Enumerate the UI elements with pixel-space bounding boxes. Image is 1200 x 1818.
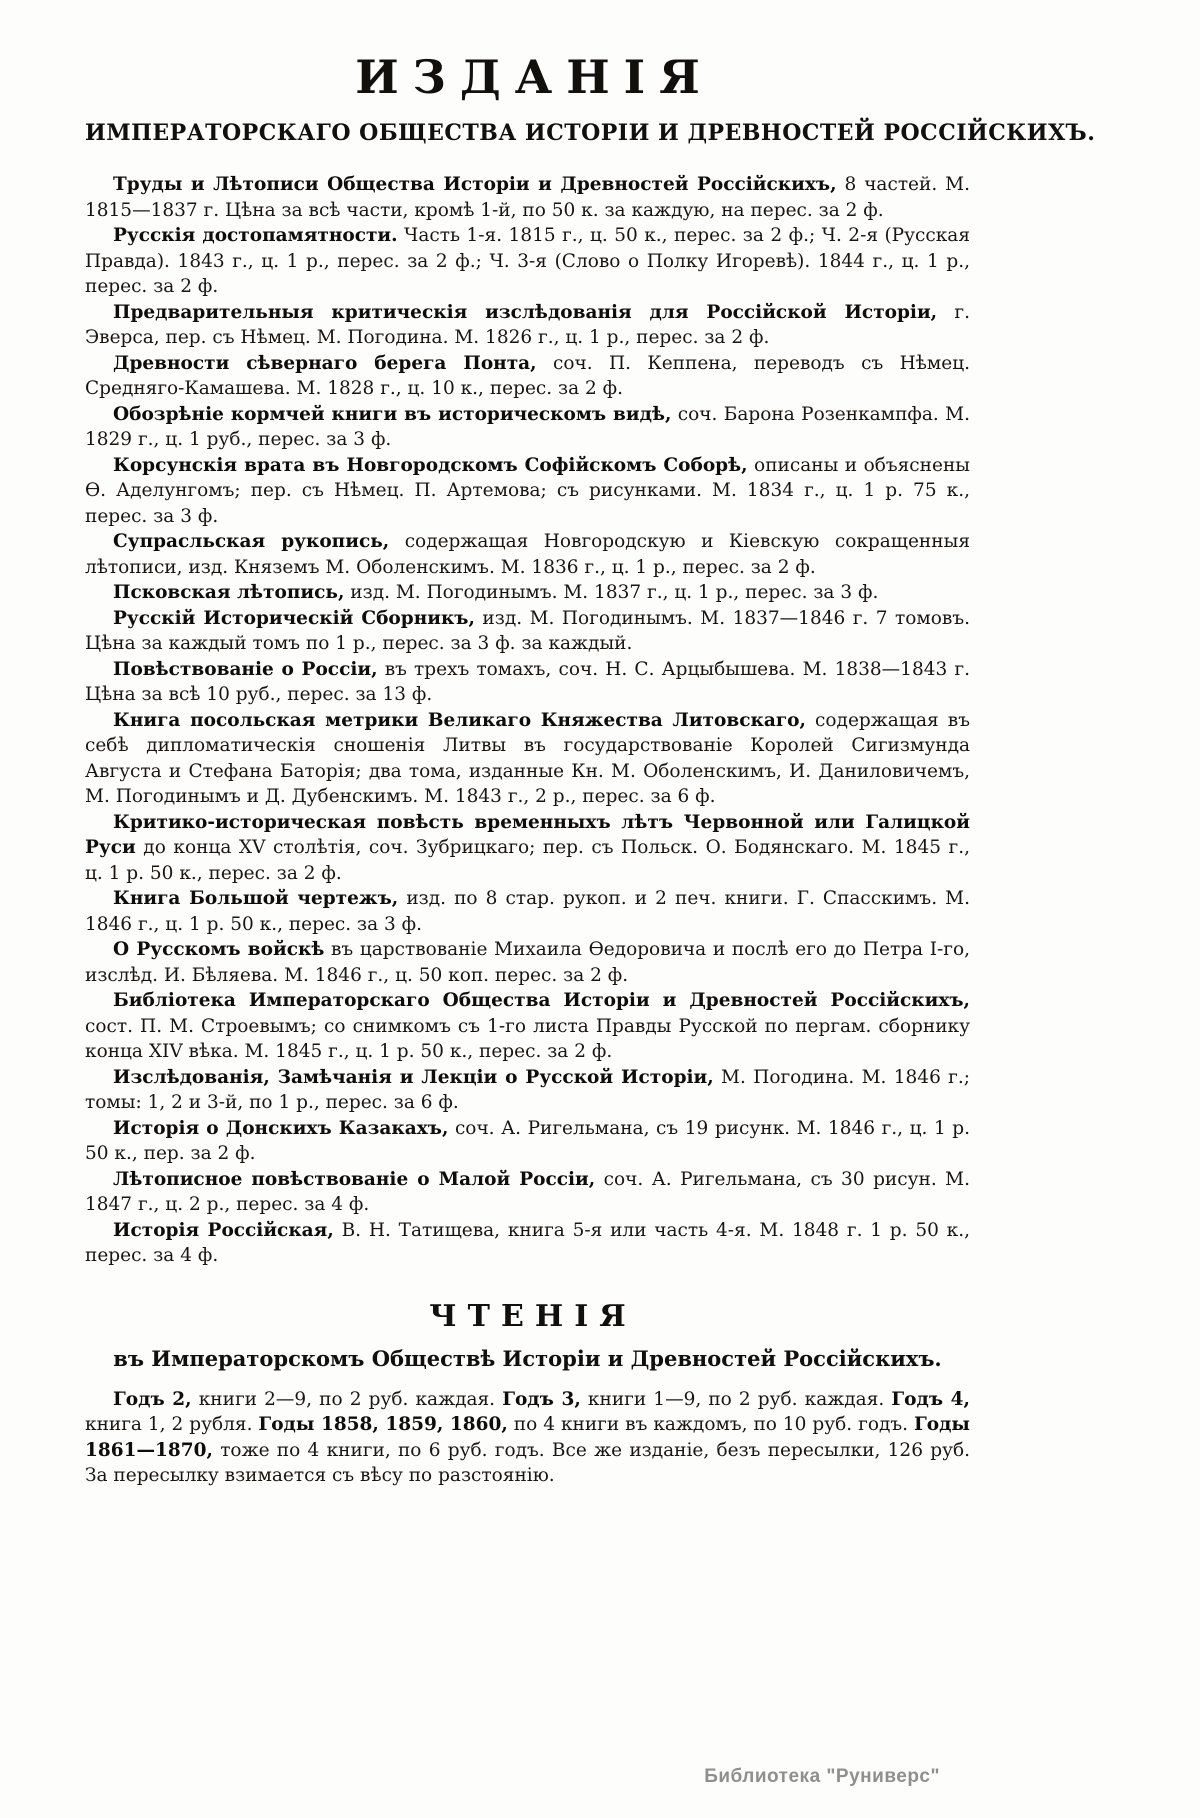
entry-details: описаны и объяснены Ѳ. Аделунгомъ; пер. съ Нѣмец. П. Артемова; съ рисунками. М. 1834 г., ц. 1 р. 75 к., перес. за 3 ф. — [85, 454, 970, 527]
catalog-entry — [85, 1065, 970, 1116]
catalog-entry — [85, 172, 970, 223]
entry-details: содержащая Новгородскую и Кіевскую сокращенныя лѣтописи, изд. Княземъ М. Оболенскимъ. М. 1836 г., ц. 1 р., перес. за 2 ф. — [85, 531, 970, 578]
entry-details: В. Н. Татищева, книга 5-я или часть 4-я. М. 1848 г. 1 р. 50 к., перес. за 4 ф. — [85, 1219, 970, 1266]
entry-details: до конца XV столѣтія, соч. Зубрицкаго; пер. съ Польск. О. Бодянскаго. М. 1845 г., ц. 1 р. 50 к., перес. за 2 ф. — [85, 837, 970, 884]
readings-text-run: тоже по 4 книги, по 6 руб. годъ. — [212, 1439, 552, 1461]
entry-title: Русскій Историческій Сборникъ, — [113, 607, 475, 629]
readings-bold-run: Годъ 2, — [113, 1388, 192, 1410]
readings-text-run: по 4 книги въ каждомъ, по 10 руб. годъ. — [507, 1414, 914, 1435]
entry-details: въ царствованіе Михаила Ѳедоровича и послѣ его до Петра I-го, изслѣд. И. Бѣляева. М. 1846 г., ц. 50 коп. перес. за 2 ф. — [85, 939, 970, 986]
catalog-entry — [85, 402, 970, 453]
entry-title: Труды и Лѣтописи Общества Исторіи и Древностей Россійскихъ, — [113, 174, 837, 195]
entry-details: соч. Барона Розенкампфа. М. 1829 г., ц. 1 руб., перес. за 3 ф. — [85, 403, 970, 450]
catalog-entry — [85, 606, 970, 657]
entry-title: Библіотека Императорскаго Общества Исторіи и Древностей Россійскихъ, — [113, 990, 970, 1011]
entry-title: Обозрѣніе кормчей книги въ историческомъ видѣ, — [113, 403, 672, 425]
entry-details: соч. А. Ригельмана, съ 19 рисунк. М. 1846 г., ц. 1 р. 50 к., пер. за 2 ф. — [85, 1117, 970, 1164]
catalog-entry — [85, 988, 970, 1065]
catalog-entry — [85, 223, 970, 300]
entry-details: соч. П. Кеппена, переводъ съ Нѣмец. Средняго-Камашева. М. 1828 г., ц. 10 к., перес. за 2 ф. — [85, 352, 971, 399]
readings-bold-run: Годъ 4, — [891, 1388, 970, 1410]
entry-title: Супрасльская рукопись, — [113, 531, 390, 552]
entry-title: Корсунскія врата въ Новгородскомъ Софійскомъ Соборѣ, — [113, 454, 748, 476]
entry-title: Повѣствованіе о Россіи, — [113, 658, 378, 680]
readings-text-run: Все же изданіе, безъ пересылки, 126 руб. За пересылку взимается съ вѣсу по разстоянію. — [85, 1439, 970, 1486]
readings-section-title: ЧТЕНІЯ — [429, 1298, 637, 1334]
page-subtitle: ИМПЕРАТОРСКАГО ОБЩЕСТВА ИСТОРІИ И ДРЕВНОСТЕЙ РОССІЙСКИХЪ. — [85, 120, 1096, 146]
entry-details: изд. по 8 стар. рукоп. и 2 печ. книги. Г. Спасскимъ. М. 1846 г., ц. 1 р. 50 к., перес. за 3 ф. — [85, 888, 971, 935]
readings-text-run: книги 2—9, по 2 руб. каждая. — [191, 1388, 503, 1410]
entry-details: г. Эверса, пер. съ Нѣмец. М. Погодина. М. 1826 г., ц. 1 р., перес. за 2 ф. — [85, 301, 970, 348]
entry-title: Исторія о Донскихъ Казакахъ, — [113, 1117, 449, 1139]
entry-details: изд. М. Погодинымъ. М. 1837—1846 г. 7 томовъ. Цѣна за каждый томъ по 1 р., перес. за 3 ф. за каждый. — [85, 607, 970, 654]
catalog-entry — [85, 453, 970, 530]
readings-paragraph — [85, 1387, 970, 1489]
entry-title: О Русскомъ войскѣ — [113, 939, 325, 960]
catalog-entry — [85, 1167, 970, 1218]
catalog-entry — [85, 1116, 970, 1167]
entry-details: содержащая въ себѣ дипломатическія сношенія Литвы въ государствованіе Королей Сигизмунда Августа и Стефана Баторія; два тома, изданные Кн. М. Оболенскимъ, И. Даниловичемъ, М. Погодинымъ и Д. Дубенскимъ. М. 1843 г., 2 р., перес. за 6 ф. — [85, 709, 970, 807]
page-title: ИЗДАНІЯ — [355, 50, 714, 104]
entry-title: Изслѣдованія, Замѣчанія и Лекціи о Русской Исторіи, — [113, 1066, 714, 1088]
entry-title: Псковская лѣтопись, — [113, 582, 345, 603]
entry-title: Исторія Россійская, — [113, 1219, 334, 1241]
entry-details: Часть 1-я. 1815 г., ц. 50 к., перес. за 2 ф.; Ч. 2-я (Русская Правда). 1843 г., ц. 1 р., перес. за 2 ф.; Ч. 3-я (Слово о Полку Игоревѣ). 1844 г., ц. 1 р., перес. за 2 ф. — [85, 225, 970, 297]
catalog-entry — [85, 657, 970, 708]
catalog-entry — [85, 810, 970, 887]
readings-text-run: книга 1, 2 рубля. — [85, 1414, 259, 1435]
readings-section-subtitle: въ Императорскомъ Обществѣ Исторіи и Древностей Россійскихъ. — [113, 1345, 942, 1371]
readings-text-run: книги 1—9, по 2 руб. каждая. — [580, 1388, 892, 1410]
readings-bold-run: Годъ 3, — [502, 1388, 581, 1410]
readings-bold-run: Годы 1861—1870, — [85, 1414, 970, 1461]
catalog-entry — [85, 580, 970, 606]
entry-details: соч. А. Ригельмана, съ 30 рисун. М. 1847 г., ц. 2 р., перес. за 4 ф. — [85, 1168, 970, 1215]
entry-details: сост. П. М. Строевымъ; со снимкомъ съ 1-го листа Правды Русской по пергам. сборнику конца XIV вѣка. М. 1845 г., ц. 1 р. 50 к., перес. за 2 ф. — [85, 1015, 970, 1062]
catalog-entry — [85, 529, 970, 580]
catalog-entry — [85, 351, 970, 402]
entry-details: изд. М. Погодинымъ. М. 1837 г., ц. 1 р., перес. за 3 ф. — [344, 582, 879, 603]
catalog-entry — [85, 886, 970, 937]
entry-title: Книга Большой чертежъ, — [113, 888, 399, 909]
entry-title: Русскія достопамятности. — [113, 225, 398, 246]
entry-title: Предварительныя критическія изслѣдованія для Россійской Исторіи, — [113, 301, 938, 323]
page-content — [85, 50, 1096, 1489]
readings-bold-run: Годы 1858, 1859, 1860, — [258, 1414, 508, 1435]
catalog-entry — [85, 937, 970, 988]
catalog-entry — [85, 1218, 970, 1269]
entry-title: Лѣтописное повѣствованіе о Малой Россіи, — [113, 1168, 596, 1190]
entry-details: М. Погодина. М. 1846 г.; томы: 1, 2 и 3-й, по 1 р., перес. за 6 ф. — [85, 1066, 970, 1113]
catalog-entries — [85, 172, 970, 1269]
catalog-entry — [85, 300, 970, 351]
entry-details: въ трехъ томахъ, соч. Н. С. Арцыбышева. М. 1838—1843 г. Цѣна за всѣ 10 руб., перес. за 13 ф. — [85, 658, 970, 705]
library-watermark: Библиотека "Руниверс" — [704, 1766, 940, 1787]
catalog-entry — [85, 708, 970, 810]
entry-title: Критико-историческая повѣсть временныхъ лѣтъ Червонной или Галицкой Руси — [85, 811, 970, 858]
entry-details: 8 частей. М. 1815—1837 г. Цѣна за всѣ части, кромѣ 1-й, по 50 к. за каждую, на перес. за 2 ф. — [85, 174, 970, 221]
entry-title: Древности сѣвернаго берега Понта, — [113, 352, 537, 374]
entry-title: Книга посольская метрики Великаго Княжества Литовскаго, — [113, 709, 806, 731]
